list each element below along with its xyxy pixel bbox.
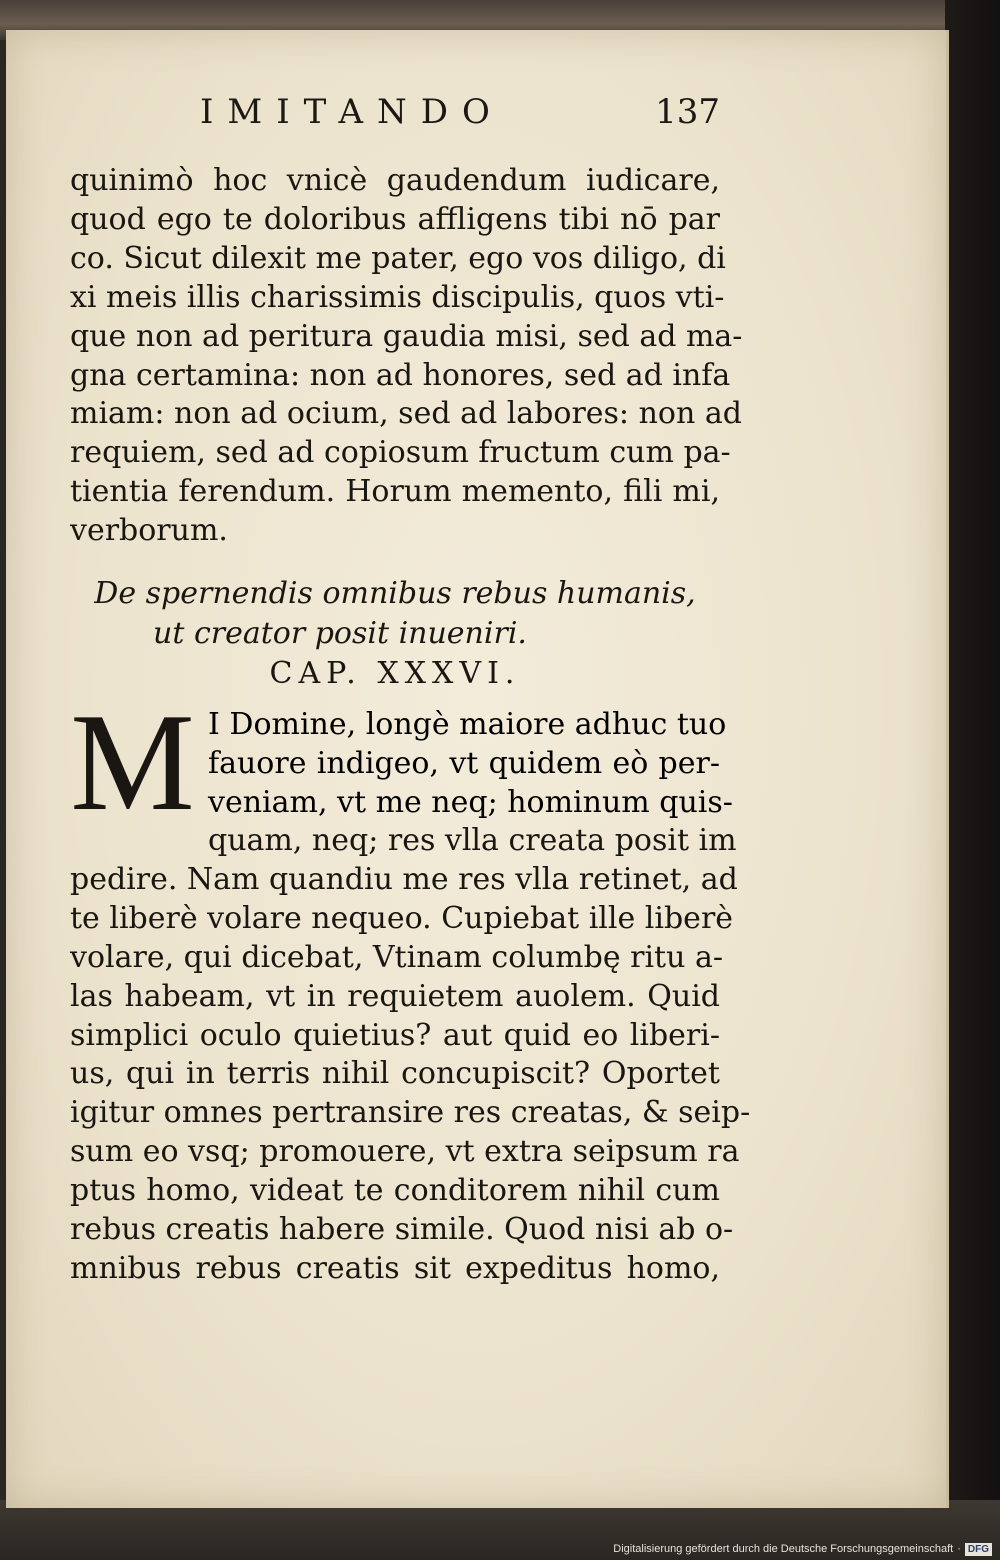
paragraph-continued	[70, 162, 743, 551]
chapter-heading-line-1: De spernendis omnibus rebus humanis,	[94, 576, 696, 611]
text-line: gna certamina: non ad honores, sed ad infa	[70, 357, 731, 393]
digitization-credit	[613, 1541, 992, 1557]
text-line: volare, qui dicebat, Vtinam columbę ritu a-	[70, 939, 723, 975]
text-line: rebus creatis habere simile. Quod nisi ab o-	[70, 1212, 734, 1248]
text-line: sum eo vsq; promouere, vt extra seipsum ra	[70, 1134, 740, 1170]
text-line: pedire. Nam quandiu me res vlla retinet, ad	[70, 861, 738, 897]
text-line: ptus homo, videat te conditorem nihil cum	[70, 1173, 720, 1209]
page-number: 137	[655, 92, 720, 132]
text-line: veniam, vt me neq; hominum quis-	[208, 784, 733, 820]
chapter-heading-line-2: ut creator posit inueniri.	[153, 616, 527, 651]
drop-cap-initial: M	[70, 685, 195, 840]
text-line: mnibus rebus creatis sit expeditus homo,	[70, 1250, 720, 1286]
running-head-title: IMITANDO	[200, 92, 504, 132]
text-line: que non ad peritura gaudia misi, sed ad ma-	[70, 318, 743, 354]
text-line: I Domine, longè maiore adhuc tuo	[208, 707, 727, 742]
text-line: quinimò hoc vnicè gaudendum iudicare,	[70, 163, 720, 198]
text-line: te liberè volare nequeo. Cupiebat ille liberè	[70, 900, 734, 936]
credit-text: Digitalisierung gefördert durch die Deutsche Forschungsgemeinschaft	[613, 1543, 954, 1555]
text-line: quam, neq; res vlla creata posit im	[208, 823, 737, 858]
indented-lines	[208, 706, 733, 823]
scan-background-right	[945, 0, 1000, 1560]
text-line: requiem, sed ad copiosum fructum cum pa-	[70, 435, 731, 471]
text-line: quod ego te doloribus affligens tibi nō par	[70, 201, 720, 237]
paragraph-body	[70, 822, 751, 1289]
text-line: co. Sicut dilexit me pater, ego vos diligo, di	[70, 240, 726, 276]
chapter-number: CAP. XXXVI.	[269, 656, 521, 691]
paragraph-opening	[70, 685, 733, 840]
text-line: las habeam, vt in requietem auolem. Quid	[70, 978, 720, 1014]
text-line: igitur omnes pertransire res creatas, & seip-	[70, 1095, 751, 1131]
text-line: simplici oculo quietius? aut quid eo liberi-	[70, 1017, 720, 1053]
text-line: xi meis illis charissimis discipulis, quos vti-	[70, 279, 725, 315]
running-head	[200, 92, 720, 142]
chapter-heading	[70, 574, 720, 654]
text-line: us, qui in terris nihil concupiscit? Oportet	[70, 1056, 720, 1092]
credit-separator: ·	[957, 1543, 961, 1555]
text-line: verborum.	[70, 513, 228, 549]
text-line: tientia ferendum. Horum memento, fili mi,	[70, 474, 720, 510]
dfg-logo-icon: DFG	[965, 1543, 992, 1556]
text-line: miam: non ad ocium, sed ad labores: non ad	[70, 396, 742, 432]
text-line: fauore indigeo, vt quidem eò per-	[208, 745, 720, 781]
